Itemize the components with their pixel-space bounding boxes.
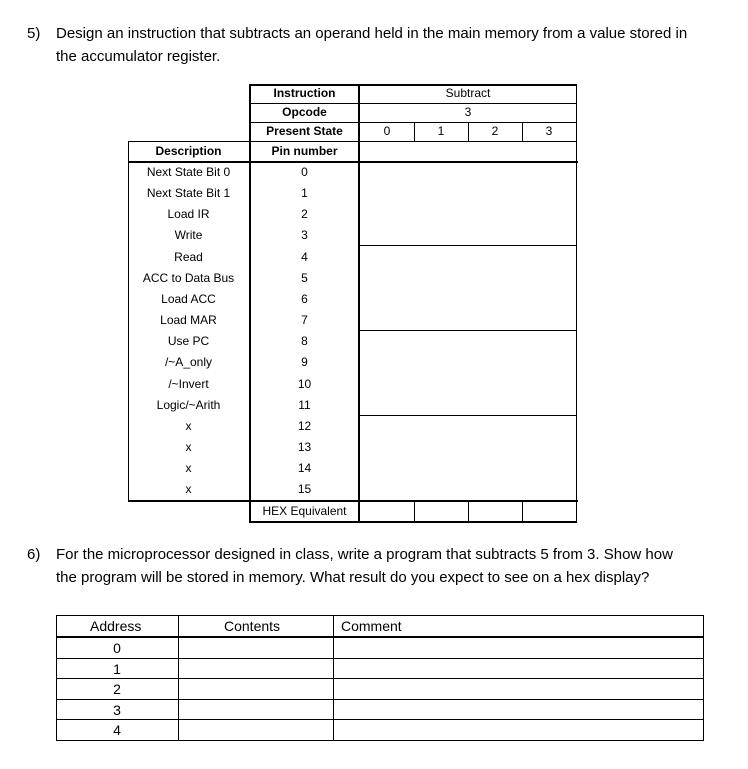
address-cell: 0 — [113, 640, 121, 656]
address-cell: 4 — [113, 722, 121, 739]
row-description: Load MAR — [160, 313, 217, 328]
address-cell: 3 — [113, 701, 121, 718]
grid-line — [56, 615, 704, 616]
question-5-number: 5) — [27, 25, 41, 42]
row-description: Use PC — [167, 334, 210, 349]
grid-line — [56, 740, 704, 741]
instruction-label: Instruction — [273, 86, 336, 100]
grid-line — [128, 161, 578, 163]
grid-line — [178, 615, 179, 741]
row-description: Read — [174, 249, 203, 264]
grid-line — [358, 84, 360, 522]
row-description: x — [185, 418, 192, 433]
grid-line — [249, 84, 577, 86]
grid-line — [360, 245, 577, 246]
row-description: Next State Bit 0 — [146, 165, 231, 179]
row-description: x — [185, 461, 192, 476]
grid-line — [128, 141, 249, 142]
grid-line — [414, 122, 415, 141]
grid-line — [128, 141, 129, 501]
row-description: Load IR — [167, 207, 210, 222]
row-description: ACC to Data Bus — [142, 270, 235, 285]
row-pin-number: 8 — [301, 334, 308, 349]
grid-line — [249, 141, 577, 142]
grid-line — [414, 500, 415, 521]
question-6-number: 6) — [27, 546, 41, 563]
row-pin-number: 1 — [301, 186, 308, 201]
row-description: Load ACC — [161, 291, 216, 306]
row-pin-number: 9 — [301, 355, 308, 370]
question-5-line-2: the accumulator register. — [56, 48, 221, 65]
row-pin-number: 12 — [297, 418, 312, 433]
row-pin-number: 15 — [297, 482, 312, 497]
state-3: 3 — [545, 124, 553, 138]
comment-header: Comment — [341, 618, 402, 634]
row-pin-number: 11 — [298, 397, 311, 412]
row-description: /~A_only — [164, 355, 213, 370]
row-description: Write — [174, 228, 203, 243]
row-pin-number: 4 — [301, 249, 308, 264]
state-2: 2 — [491, 124, 499, 138]
description-header: Description — [155, 144, 222, 158]
grid-line — [522, 500, 523, 521]
row-description: Next State Bit 1 — [146, 186, 231, 201]
state-0: 0 — [383, 124, 391, 138]
row-description: x — [185, 439, 192, 454]
grid-line — [56, 615, 57, 741]
opcode-label: Opcode — [282, 105, 327, 119]
row-pin-number: 3 — [301, 228, 308, 243]
instruction-value: Subtract — [445, 86, 491, 100]
row-description: /~Invert — [168, 376, 209, 391]
hex-equivalent-label: HEX Equivalent — [262, 504, 347, 518]
grid-line — [249, 521, 577, 523]
row-pin-number: 2 — [301, 207, 308, 222]
grid-line — [333, 615, 334, 741]
grid-line — [56, 658, 704, 659]
question-6-line-1: For the microprocessor designed in class, write a program that subtracts 5 from 3. Show how — [56, 546, 673, 563]
grid-line — [249, 122, 577, 123]
grid-line — [360, 415, 577, 416]
present-state-label: Present State — [266, 124, 343, 138]
row-pin-number: 0 — [301, 165, 308, 179]
grid-line — [360, 330, 577, 331]
grid-line — [249, 84, 251, 522]
row-pin-number: 13 — [297, 439, 312, 454]
row-pin-number: 6 — [301, 291, 308, 306]
row-pin-number: 10 — [297, 376, 312, 391]
grid-line — [468, 122, 469, 141]
grid-line — [468, 500, 469, 521]
question-6-line-2: the program will be stored in memory. What result do you expect to see on a hex display? — [56, 569, 650, 586]
grid-line — [576, 84, 577, 522]
grid-line — [128, 500, 578, 502]
state-1: 1 — [437, 124, 445, 138]
row-pin-number: 5 — [301, 270, 308, 285]
row-description: Logic/~Arith — [156, 397, 221, 412]
address-header: Address — [90, 618, 142, 634]
grid-line — [522, 122, 523, 141]
address-cell: 2 — [113, 681, 121, 698]
row-description: x — [185, 482, 192, 497]
row-pin-number: 7 — [301, 313, 308, 328]
question-5-line-1: Design an instruction that subtracts an operand held in the main memory from a value stored in — [56, 25, 688, 42]
grid-line — [249, 103, 577, 104]
grid-line — [56, 636, 704, 638]
pin-number-header: Pin number — [271, 144, 338, 158]
opcode-value: 3 — [464, 105, 472, 119]
grid-line — [703, 615, 704, 741]
grid-line — [56, 678, 704, 679]
address-cell: 1 — [113, 660, 121, 677]
grid-line — [56, 719, 704, 720]
grid-line — [56, 699, 704, 700]
row-pin-number: 14 — [297, 461, 312, 476]
contents-header: Contents — [224, 618, 281, 634]
